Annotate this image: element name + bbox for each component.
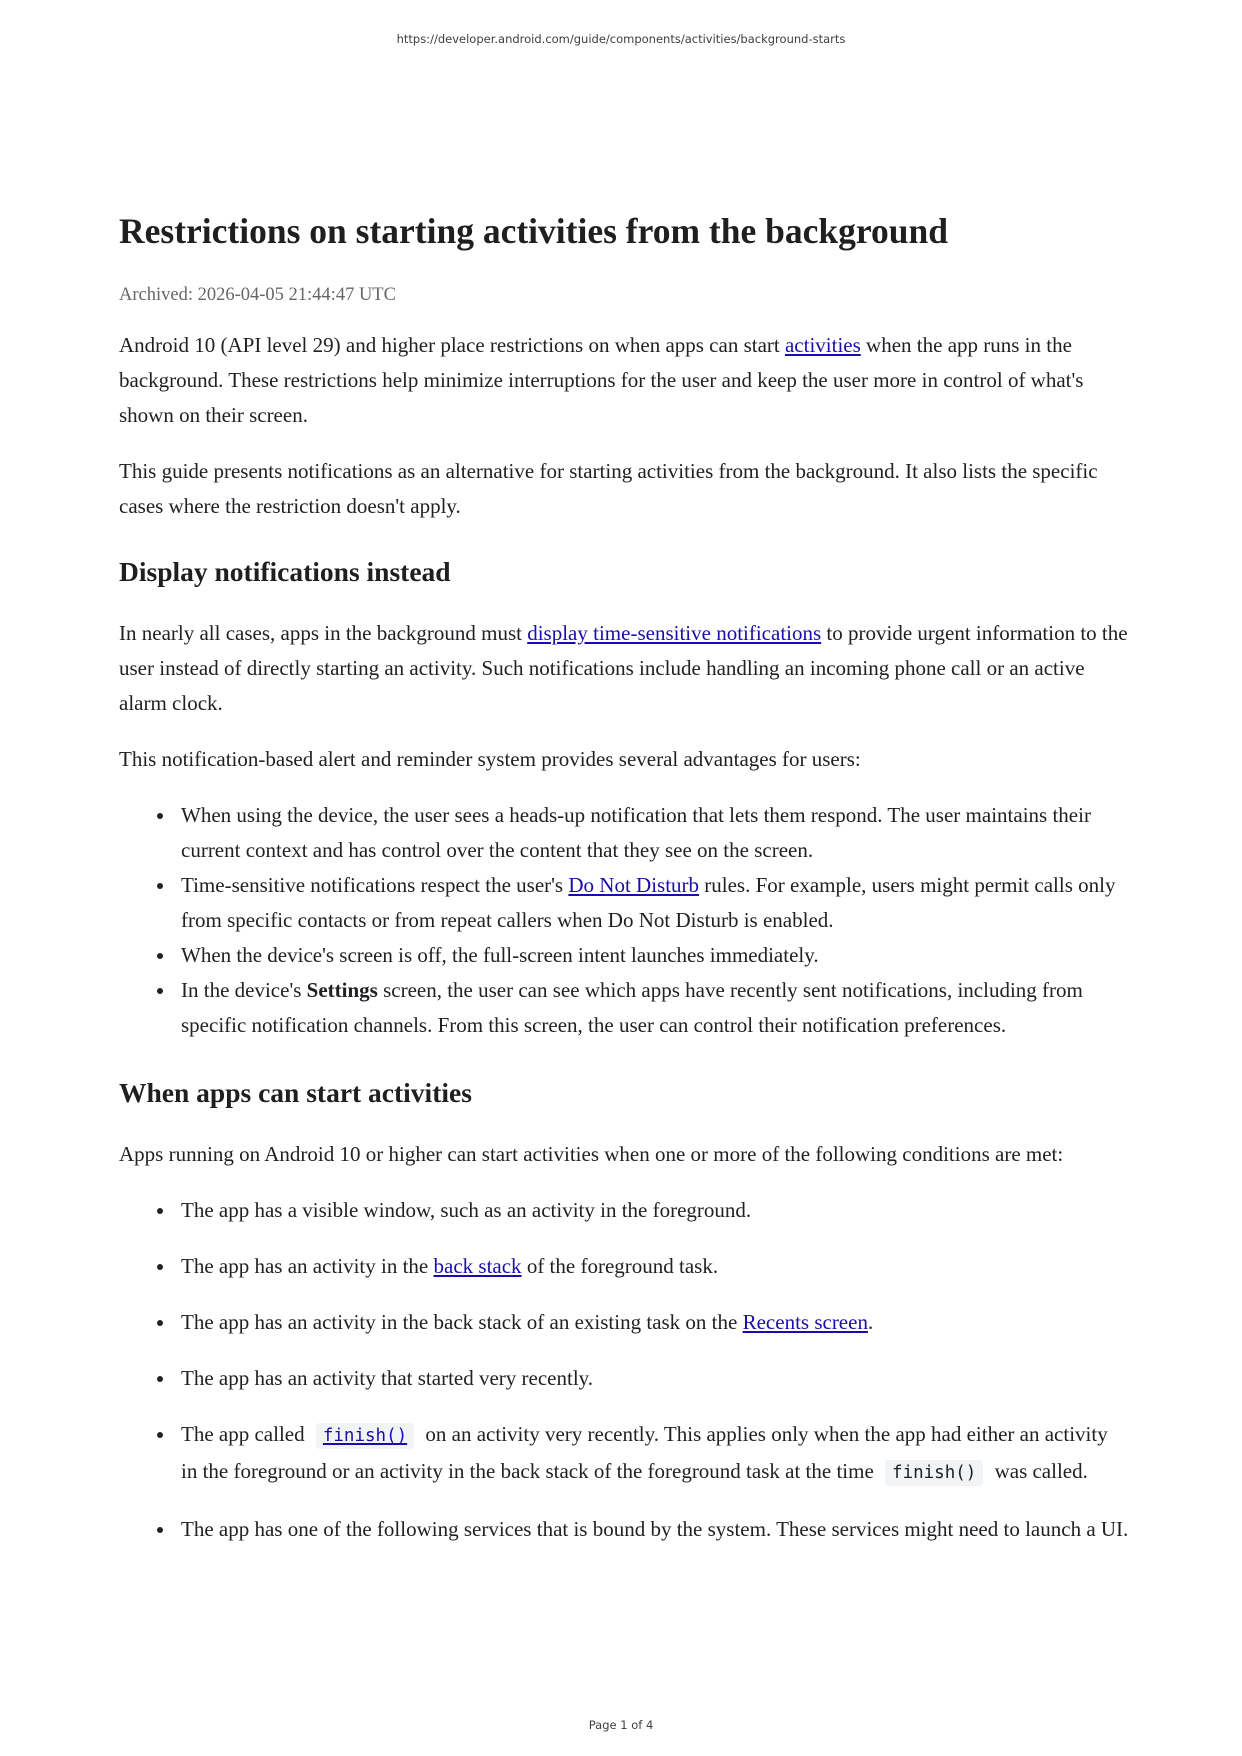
list-item bbox=[181, 1305, 1129, 1340]
advantages-paragraph: This notification-based alert and reminder system provides several advantages for users: bbox=[119, 747, 861, 771]
notifications-paragraph bbox=[119, 616, 1129, 721]
list-item-text: . bbox=[867, 1310, 874, 1334]
article bbox=[119, 210, 1129, 1547]
list-item bbox=[181, 1249, 1129, 1284]
list-item bbox=[181, 973, 1129, 1043]
list-item-text: The app has an activity in the bbox=[181, 1254, 434, 1278]
notifications-text-2: to provide urgent information to the user instead of directly starting an activity. Such notifications include handling an incoming phone call or an active alarm clock. bbox=[119, 621, 1128, 715]
list-item-text: In the device's bbox=[181, 978, 307, 1002]
activities-link[interactable]: activities bbox=[784, 333, 861, 357]
list-item bbox=[181, 1417, 1129, 1491]
intro-text-1: Android 10 (API level 29) and higher place restrictions on when apps can start bbox=[119, 333, 785, 357]
conditions-list bbox=[119, 1193, 1129, 1547]
heading-when-apps-can-start: When apps can start activities bbox=[119, 1077, 472, 1108]
list-item: When the device's screen is off, the full-screen intent launches immediately. bbox=[181, 938, 1129, 973]
page-title: Restrictions on starting activities from the background bbox=[119, 211, 948, 251]
intro-text-2: when the app runs in the background. These restrictions help minimize interruptions for the user and keep the user more in control of what's shown on their screen. bbox=[119, 333, 1084, 427]
archived-timestamp: Archived: 2026-04-05 21:44:47 UTC bbox=[119, 285, 396, 305]
list-item-text: of the foreground task. bbox=[521, 1254, 719, 1278]
list-item-text: was called. bbox=[989, 1459, 1088, 1483]
recents-screen-link[interactable]: Recents screen bbox=[742, 1310, 868, 1334]
settings-bold: Settings bbox=[306, 978, 378, 1002]
guide-paragraph: This guide presents notifications as an alternative for starting activities from the background. It also lists the specific cases where the restriction doesn't apply. bbox=[119, 459, 1098, 518]
list-item: The app has an activity that started very recently. bbox=[181, 1361, 1129, 1396]
list-item-text: The app called bbox=[181, 1422, 310, 1446]
advantages-list bbox=[119, 798, 1129, 1043]
intro-paragraph bbox=[119, 328, 1129, 433]
conditions-paragraph: Apps running on Android 10 or higher can start activities when one or more of the following conditions are met: bbox=[119, 1142, 1064, 1166]
list-item-text: Time-sensitive notifications respect the user's bbox=[181, 873, 569, 897]
finish-code: finish() bbox=[885, 1460, 983, 1486]
list-item-text: screen, the user can see which apps have recently sent notifications, including from specific notification channels. From this screen, the user can control their notification preferences. bbox=[181, 978, 1083, 1037]
list-item: The app has a visible window, such as an activity in the foreground. bbox=[181, 1193, 1129, 1228]
list-item-text: rules. For example, users might permit calls only from specific contacts or from repeat callers when Do Not Disturb is enabled. bbox=[181, 873, 1116, 932]
list-item: The app has one of the following services that is bound by the system. These services might need to launch a UI. bbox=[181, 1512, 1129, 1547]
list-item-text: on an activity very recently. This applies only when the app had either an activity in the foreground or an activity in the back stack of the foreground task at the time bbox=[181, 1422, 1108, 1483]
finish-method-link[interactable] bbox=[316, 1422, 414, 1446]
do-not-disturb-link[interactable]: Do Not Disturb bbox=[568, 873, 700, 897]
time-sensitive-notifications-link[interactable]: display time-sensitive notifications bbox=[527, 621, 822, 645]
back-stack-link[interactable]: back stack bbox=[433, 1254, 522, 1278]
list-item bbox=[181, 868, 1129, 938]
page-number: Page 1 of 4 bbox=[588, 1718, 654, 1732]
list-item: When using the device, the user sees a heads-up notification that lets them respond. The user maintains their current context and has control over the content that they see on the screen. bbox=[181, 798, 1129, 868]
finish-code-link[interactable]: finish() bbox=[316, 1423, 414, 1449]
heading-display-notifications: Display notifications instead bbox=[119, 556, 451, 587]
notifications-text-1: In nearly all cases, apps in the background must bbox=[119, 621, 528, 645]
page-url: https://developer.android.com/guide/components/activities/background-starts bbox=[396, 32, 846, 46]
list-item-text: The app has an activity in the back stack of an existing task on the bbox=[181, 1310, 743, 1334]
